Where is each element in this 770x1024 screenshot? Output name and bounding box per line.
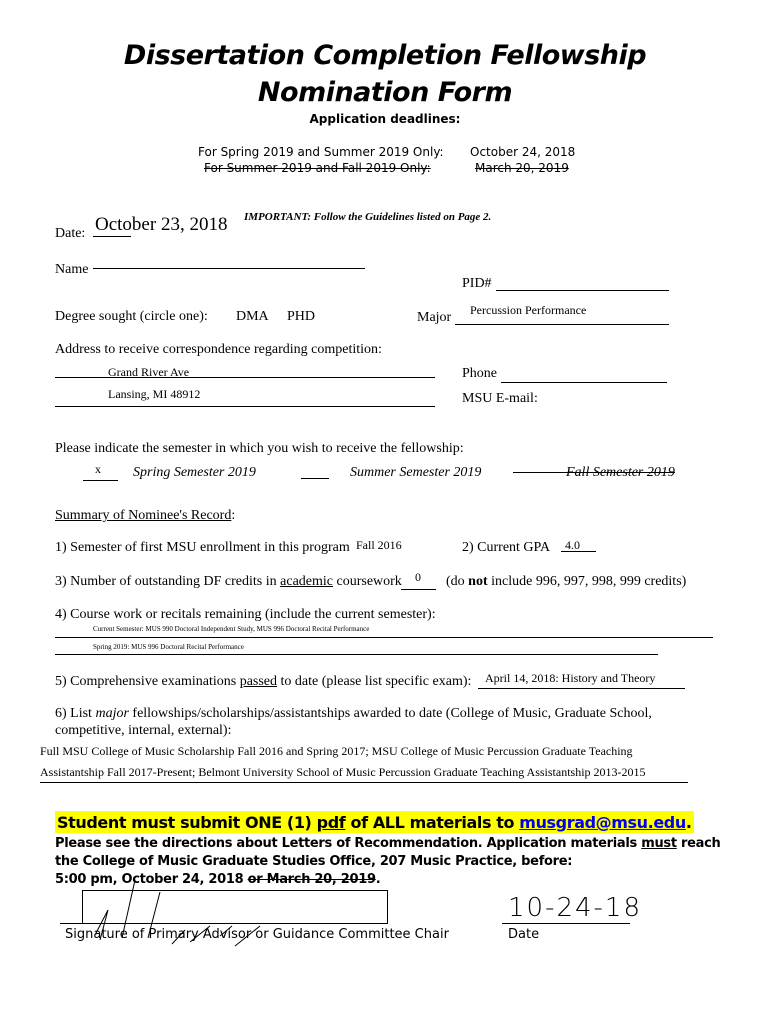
q5-label — [55, 674, 471, 690]
summary-heading-text: Summary of Nominee's Record — [55, 508, 232, 523]
spring-semester-label: Spring Semester 2019 — [133, 465, 256, 480]
q6-label-b: fellowships/scholarships/assistantships awarded to date (College of Music, Graduate School, — [128, 706, 652, 721]
major-underline — [455, 324, 669, 325]
name-field[interactable] — [93, 268, 365, 269]
q3-label-b: coursework — [333, 574, 402, 589]
directions-line3-b: . — [375, 872, 381, 887]
email-label: MSU E-mail: — [462, 391, 538, 406]
q2-field[interactable]: 4.0 — [565, 538, 580, 552]
signature-date-label: Date — [508, 927, 540, 942]
fall-checkbox-line[interactable] — [513, 472, 568, 473]
important-note: IMPORTANT: Follow the Guidelines listed on Page 2. — [244, 211, 492, 223]
date-underline — [93, 236, 131, 237]
directions-line1 — [55, 836, 720, 851]
q2-label: 2) Current GPA — [462, 540, 551, 555]
date-label: Date: — [55, 226, 86, 241]
q5-underline — [478, 688, 685, 689]
submit-text-b: of ALL materials to — [345, 813, 520, 832]
q5-label-passed: passed — [239, 674, 278, 689]
form-title-line1: Dissertation Completion Fellowship — [123, 40, 647, 71]
q4-line2-field[interactable]: Spring 2019: MUS 996 Doctoral Recital Performance — [93, 643, 244, 651]
q2-underline — [561, 551, 596, 552]
spring-mark[interactable]: x — [95, 462, 101, 476]
q1-field[interactable]: Fall 2016 — [356, 538, 402, 552]
name-label: Name — [55, 262, 89, 277]
submit-banner — [55, 811, 694, 833]
q3-note-a: (do — [446, 574, 469, 589]
q3-label-a: 3) Number of outstanding DF credits in — [55, 574, 281, 589]
phone-label: Phone — [462, 366, 497, 381]
deadline-current-label: For Spring 2019 and Summer 2019 Only: — [198, 145, 444, 159]
q4-label: 4) Course work or recitals remaining (include the current semester): — [55, 607, 436, 622]
q4-line1-field[interactable]: Current Semester: MUS 990 Doctoral Independent Study, MUS 996 Doctoral Recital Performance — [93, 625, 370, 633]
signature-date-line — [502, 923, 630, 924]
semester-prompt: Please indicate the semester in which you wish to receive the fellowship: — [55, 441, 464, 456]
q5-field[interactable]: April 14, 2018: History and Theory — [485, 671, 656, 685]
q3-underline — [401, 589, 436, 590]
address-label: Address to receive correspondence regarding competition: — [55, 342, 382, 357]
q3-field[interactable]: 0 — [415, 570, 421, 584]
q3-label — [55, 574, 402, 590]
fall-semester-label: Fall Semester 2019 — [566, 465, 675, 480]
pid-field[interactable] — [496, 290, 669, 291]
summary-heading-colon: : — [231, 508, 236, 523]
q3-note-b: include 996, 997, 998, 999 credits) — [487, 574, 687, 589]
form-title-line2: Nomination Form — [257, 77, 513, 108]
address-line2-underline — [55, 406, 435, 407]
q5-label-b: to date (please list specific exam): — [277, 674, 472, 689]
q4-line2-underline — [55, 654, 658, 655]
degree-label: Degree sought (circle one): — [55, 309, 208, 324]
date-handwritten: 10-24-18 — [508, 893, 643, 923]
deadline-old-label: For Summer 2019 and Fall 2019 Only: — [204, 161, 431, 175]
major-field[interactable]: Percussion Performance — [470, 303, 587, 317]
submit-text-pdf: pdf — [316, 813, 346, 832]
address-line1-field[interactable]: Grand River Ave — [108, 365, 190, 379]
directions-line1-b: reach — [676, 836, 721, 851]
submit-text-c: . — [685, 813, 692, 832]
deadline-old-date: March 20, 2019 — [475, 161, 569, 175]
q6-label — [55, 706, 652, 722]
submit-email-link[interactable]: musgrad@msu.edu — [519, 813, 686, 832]
q5-label-a: 5) Comprehensive examinations — [55, 674, 240, 689]
directions-line3-a: 5:00 pm, October 24, 2018 — [55, 872, 248, 887]
q3-note — [446, 574, 686, 590]
submit-text-a: Student must submit ONE (1) — [57, 813, 317, 832]
summary-heading — [55, 508, 235, 524]
summer-semester-label: Summer Semester 2019 — [350, 465, 482, 480]
spring-checkbox-line — [83, 480, 118, 481]
address-line2-field[interactable]: Lansing, MI 48912 — [108, 387, 201, 401]
degree-option-dma[interactable]: DMA — [236, 309, 269, 324]
q4-line1-underline — [55, 637, 713, 638]
address-line1-underline — [55, 377, 435, 378]
directions-line3-strike: or March 20, 2019 — [247, 872, 376, 887]
major-label: Major — [417, 310, 452, 325]
q6-label-major: major — [95, 706, 129, 721]
q6-underline — [40, 782, 688, 783]
directions-must: must — [641, 836, 677, 851]
q3-note-not: not — [468, 574, 488, 589]
pid-label: PID# — [462, 276, 492, 291]
summer-checkbox-line[interactable] — [301, 478, 329, 479]
phone-field[interactable] — [501, 382, 667, 383]
q6-label-c: competitive, internal, external): — [55, 723, 232, 738]
signature-line — [60, 923, 386, 924]
q3-label-academic: academic — [280, 574, 333, 589]
q1-label: 1) Semester of first MSU enrollment in this program — [55, 540, 350, 555]
deadlines-label: Application deadlines: — [309, 112, 461, 126]
degree-option-phd[interactable]: PHD — [287, 309, 316, 324]
signature-label: Signature of Primary Advisor or Guidance Committee Chair — [65, 927, 449, 942]
q6-line2-field[interactable]: Assistantship Fall 2017-Present; Belmont University School of Music Percussion Graduate Teaching Assistantship 2013-2015 — [40, 765, 646, 779]
directions-line1-a: Please see the directions about Letters of Recommendation. Application materials — [55, 836, 642, 851]
q6-label-a: 6) List — [55, 706, 96, 721]
deadline-current-date: October 24, 2018 — [470, 145, 576, 159]
q6-line1-field[interactable]: Full MSU College of Music Scholarship Fall 2016 and Spring 2017; MSU College of Music Percussion Graduate Teaching — [40, 744, 633, 758]
date-field[interactable]: October 23, 2018 — [95, 214, 228, 235]
directions-line2: the College of Music Graduate Studies Office, 207 Music Practice, before: — [55, 854, 573, 869]
